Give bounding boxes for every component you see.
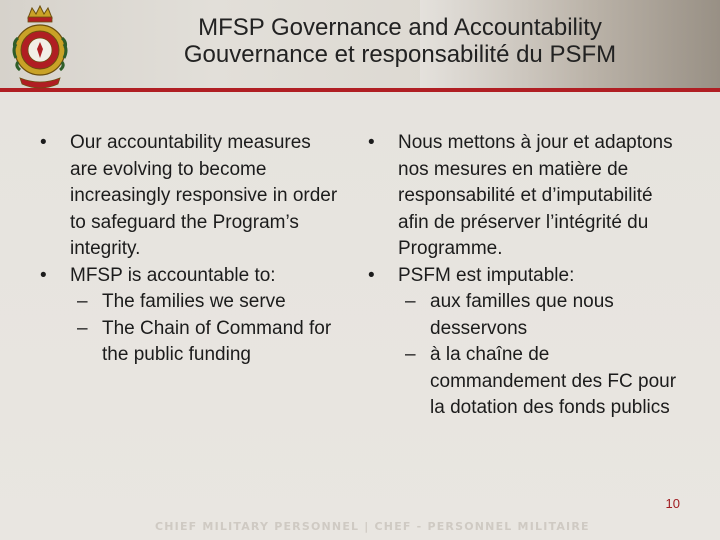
sub-item-text: à la chaîne de commandement des FC pour la dotation des fonds publics xyxy=(430,344,677,418)
list-item xyxy=(40,130,340,263)
sub-item-text: The families we serve xyxy=(102,291,286,312)
bullet-marker: • xyxy=(40,132,47,153)
french-column xyxy=(368,130,688,422)
bullet-text: MFSP is accountable to: xyxy=(70,264,276,286)
sub-item-text: aux familles que nous desservons xyxy=(430,291,614,339)
dash-marker: – xyxy=(77,291,88,312)
title-french: Gouvernance et responsabilité du PSFM xyxy=(183,41,617,68)
bullet-marker: • xyxy=(368,264,375,286)
list-item xyxy=(368,130,688,263)
bullet-marker: • xyxy=(40,264,47,286)
bullet-marker: • xyxy=(368,132,375,153)
sub-list-item xyxy=(368,342,688,422)
footer-text: CHIEF MILITARY PERSONNEL | CHEF - PERSONNEL MILITAIRE xyxy=(155,520,590,533)
bullet-text: Nous mettons à jour et adaptons nos mesures en matière de responsabilité et d’imputabilité afin de préserver l’intégrité du Programme. xyxy=(398,132,673,259)
list-item xyxy=(40,263,340,290)
dash-marker: – xyxy=(405,344,416,365)
military-personnel-crest-icon xyxy=(8,4,72,94)
sub-list-item xyxy=(368,289,688,342)
dash-marker: – xyxy=(77,317,88,339)
list-item xyxy=(368,263,688,290)
dash-marker: – xyxy=(405,291,416,312)
slide-title xyxy=(80,14,720,68)
bullet-text: Our accountability measures are evolving to become increasingly responsive in order to safeguard the Program’s integrity. xyxy=(70,132,338,259)
sub-item-text: The Chain of Command for the public funding xyxy=(102,317,332,365)
sub-list-item xyxy=(40,316,340,369)
bullet-text: PSFM est imputable: xyxy=(398,264,575,286)
english-column xyxy=(40,130,340,369)
title-english: MFSP Governance and Accountability xyxy=(198,14,602,41)
page-number: 10 xyxy=(665,496,680,511)
sub-list-item xyxy=(40,289,340,316)
